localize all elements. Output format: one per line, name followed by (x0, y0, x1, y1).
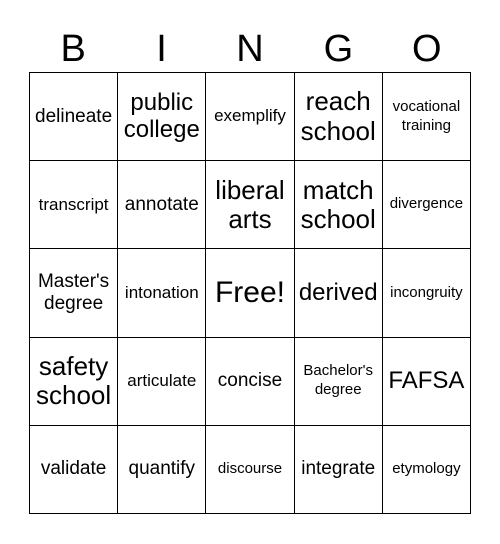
bingo-cell: FAFSA (383, 338, 471, 426)
bingo-cell: exemplify (206, 73, 294, 161)
bingo-cell: discourse (206, 426, 294, 514)
bingo-header (29, 26, 471, 72)
bingo-cell: vocational training (383, 73, 471, 161)
bingo-cell: safety school (30, 338, 118, 426)
bingo-cell: derived (295, 249, 383, 337)
header-letter-n: N (236, 28, 264, 70)
bingo-cell: match school (295, 161, 383, 249)
bingo-cell: Master's degree (30, 249, 118, 337)
bingo-cell: concise (206, 338, 294, 426)
bingo-cell: Bachelor's degree (295, 338, 383, 426)
free-space: Free! (206, 249, 294, 337)
bingo-cell: liberal arts (206, 161, 294, 249)
header-letter-i: I (156, 28, 167, 70)
bingo-cell: public college (118, 73, 206, 161)
bingo-cell: annotate (118, 161, 206, 249)
bingo-cell: articulate (118, 338, 206, 426)
header-letter-g: G (323, 28, 354, 70)
bingo-cell: quantify (118, 426, 206, 514)
bingo-cell: intonation (118, 249, 206, 337)
header-letter-b: B (60, 28, 86, 70)
bingo-cell: incongruity (383, 249, 471, 337)
bingo-grid (29, 72, 471, 514)
bingo-cell: divergence (383, 161, 471, 249)
bingo-cell: reach school (295, 73, 383, 161)
bingo-cell: etymology (383, 426, 471, 514)
bingo-cell: validate (30, 426, 118, 514)
bingo-cell: integrate (295, 426, 383, 514)
bingo-cell: delineate (30, 73, 118, 161)
header-letter-o: O (411, 28, 442, 70)
bingo-cell: transcript (30, 161, 118, 249)
